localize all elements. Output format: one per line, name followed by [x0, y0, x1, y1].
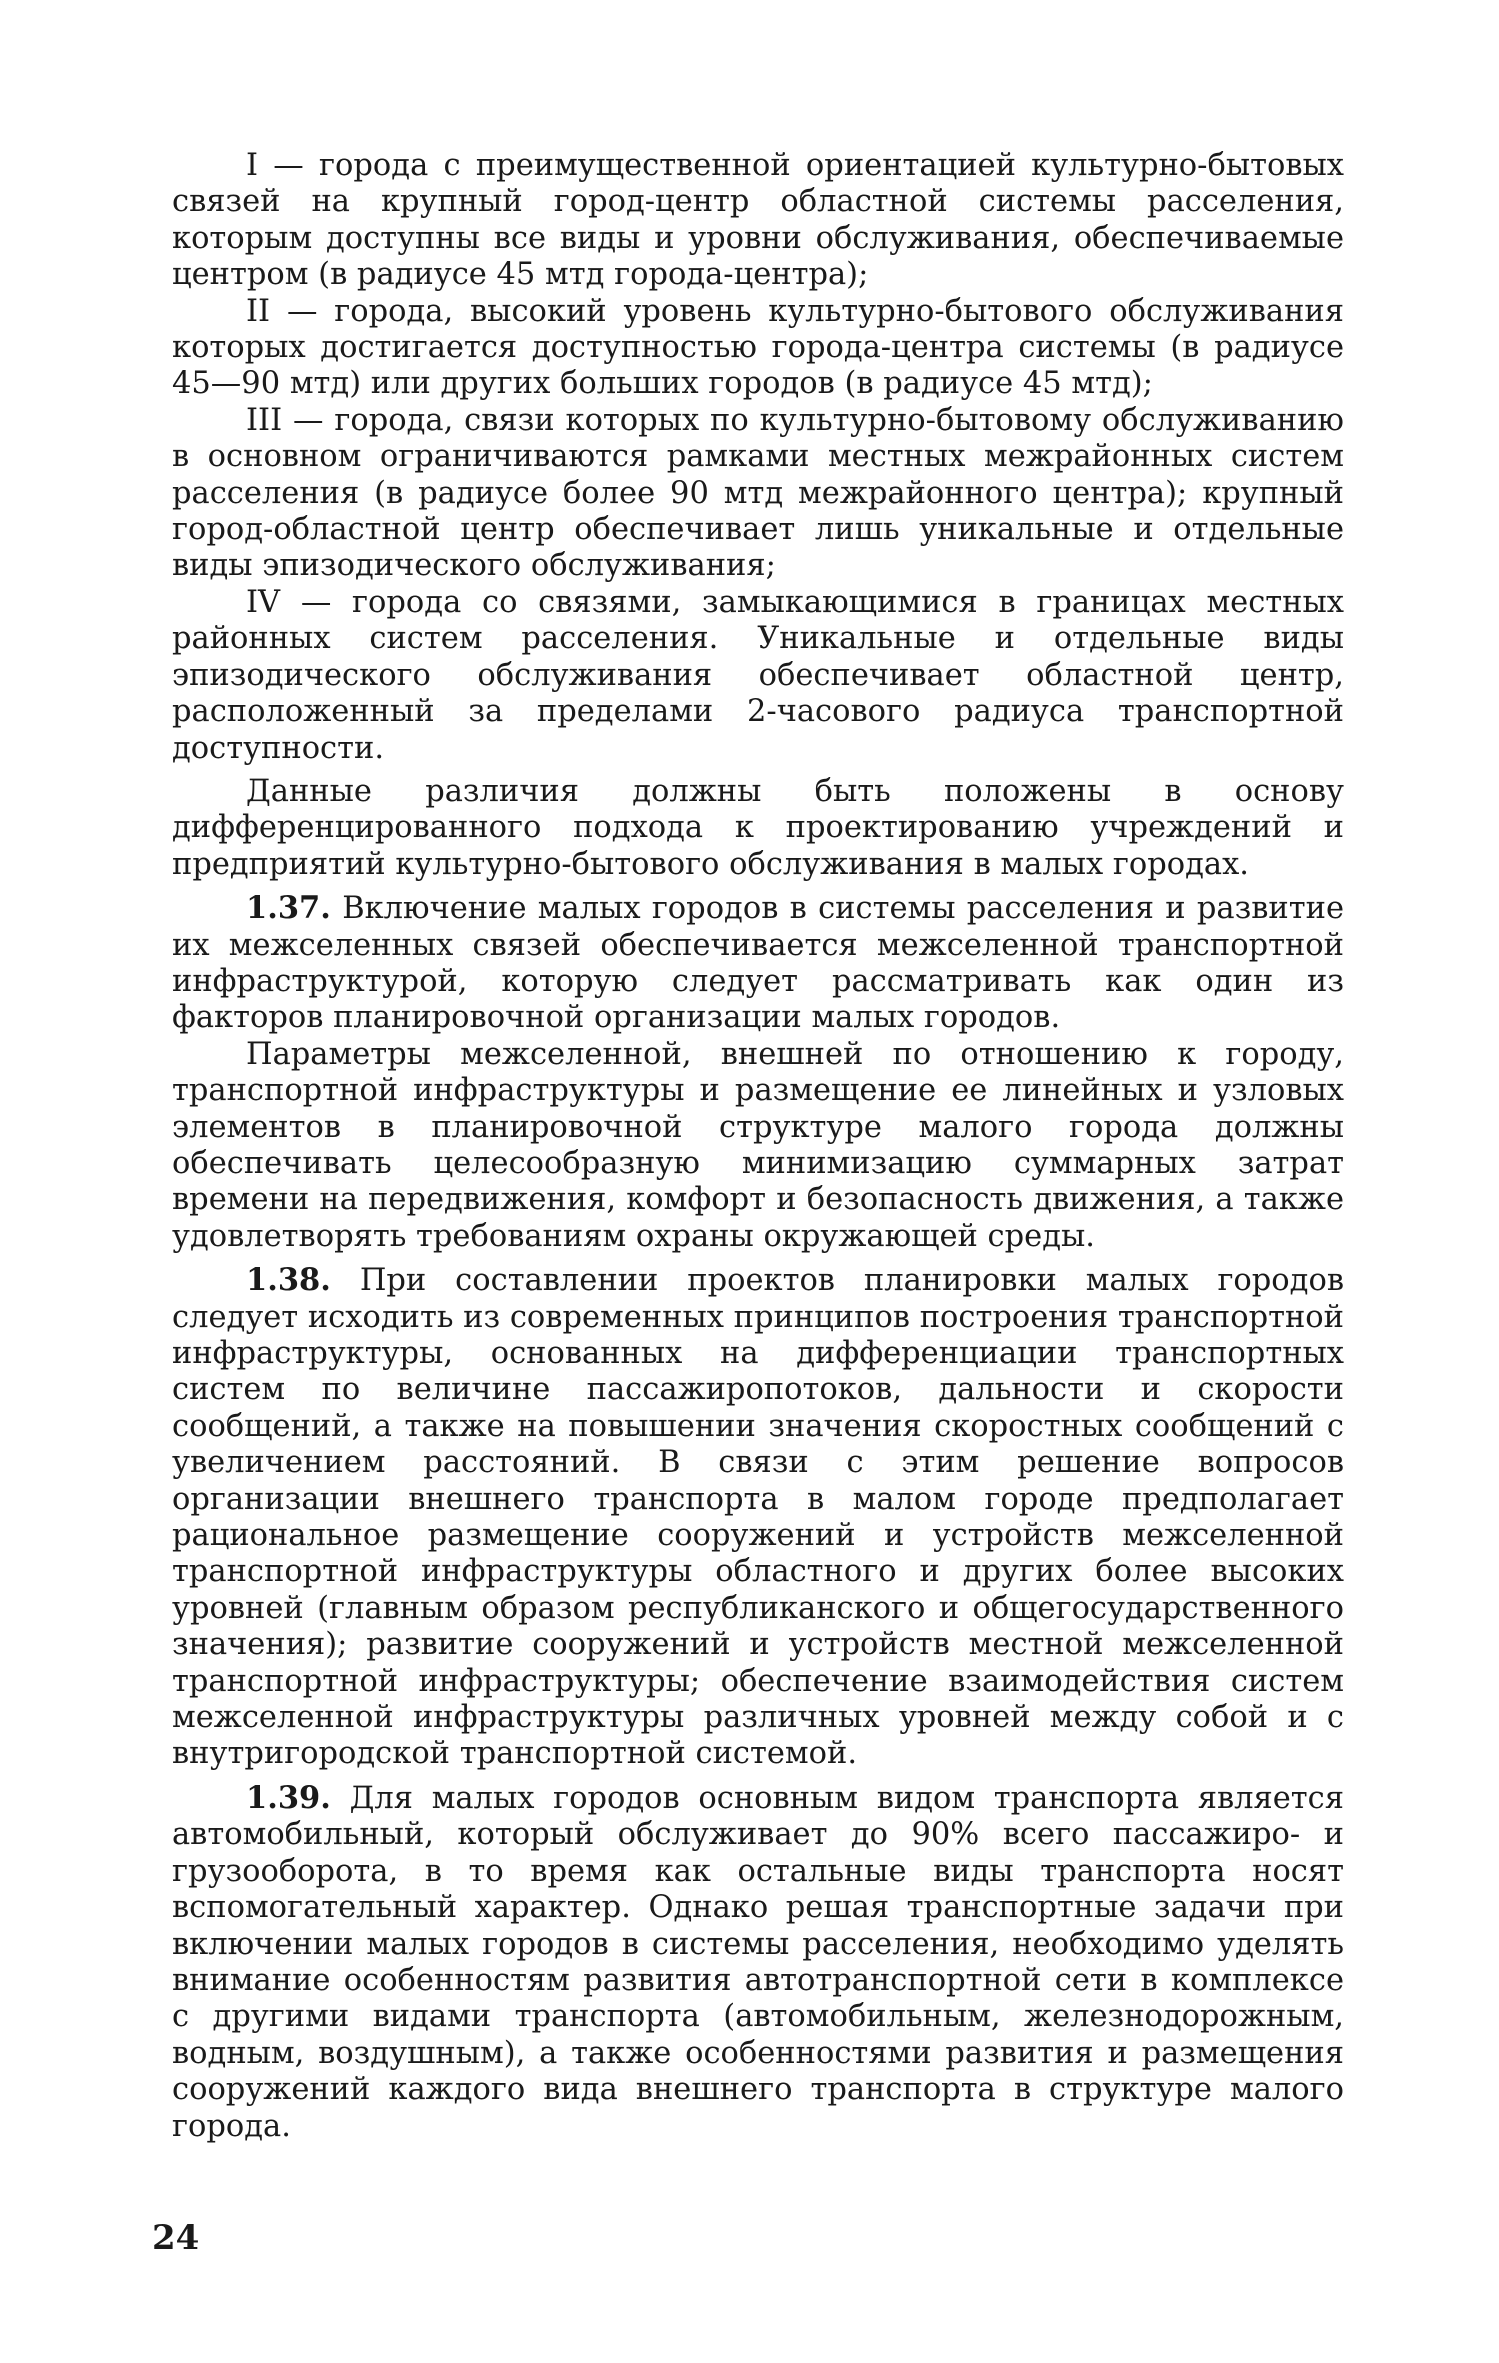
section-text-1-37: Включение малых городов в системы расселения и развитие их межселенных связей обеспечивается межселенной транспортной инфраструктурой, которую следует рассматривать как один из факторов планировочной организации малых городов. — [172, 891, 1344, 1036]
paragraph-type-4: IV — города со связями, замыкающимися в границах местных районных систем расселения. Уникальные и отдельные виды эпизодического обслуживания обеспечивает областной центр, расположенный за пределами 2-часового радиуса транспортной доступности. — [172, 584, 1344, 766]
paragraph-1-39 — [172, 1780, 1344, 2145]
paragraph-type-3: III — города, связи которых по культурно-бытовому обслуживанию в основном ограничиваются рамками местных межрайонных систем расселения (в радиусе более 90 мтд межрайонного центра); крупный город-областной центр обеспечивает лишь уникальные и отдельные виды эпизодического обслуживания; — [172, 402, 1344, 584]
paragraph-conclusion: Данные различия должны быть положены в основу дифференцированного подхода к проектированию учреждений и предприятий культурно-бытового обслуживания в малых городах. — [172, 773, 1344, 882]
paragraph-type-1: I — города с преимущественной ориентацией культурно-бытовых связей на крупный город-центр областной системы расселения, которым доступны все виды и уровни обслуживания, обеспечиваемые центром (в радиусе 45 мтд города-центра); — [172, 148, 1344, 293]
body-text — [172, 148, 1344, 2152]
section-number-1-38: 1.38. — [246, 1262, 331, 1299]
paragraph-parameters: Параметры межселенной, внешней по отношению к городу, транспортной инфраструктуры и размещение ее линейных и узловых элементов в планировочной структуре малого города должны обеспечивать целесообразную минимизацию суммарных затрат времени на передвижения, комфорт и безопасность движения, а также удовлетворять требованиям охраны окружающей среды. — [172, 1036, 1344, 1254]
section-number-1-39: 1.39. — [246, 1779, 331, 1816]
section-text-1-38: При составлении проектов планировки малых городов следует исходить из современных принципов построения транспортной инфраструктуры, основанных на дифференциации транспортных систем по величине пассажиропотоков, дальности и скорости сообщений, а также на повышении значения скоростных сообщений с увеличением расстояний. В связи с этим решение вопросов организации внешнего транспорта в малом городе предполагает рациональное размещение сооружений и устройств межселенной транспортной инфраструктуры областного и других более высоких уровней (главным образом республиканского и общегосударственного значения); развитие сооружений и устройств местной межселенной транспортной инфраструктуры; обеспечение взаимодействия систем межселенной инфраструктуры различных уровней между собой и с внутригородской транспортной системой. — [172, 1263, 1344, 1772]
paragraph-1-37 — [172, 890, 1344, 1037]
page-number: 24 — [152, 2218, 200, 2258]
section-number-1-37: 1.37. — [246, 890, 331, 927]
paragraph-type-2: II — города, высокий уровень культурно-бытового обслуживания которых достигается доступностью города-центра системы (в радиусе 45—90 мтд) или других больших городов (в радиусе 45 мтд); — [172, 293, 1344, 402]
paragraph-1-38 — [172, 1262, 1344, 1773]
section-text-1-39: Для малых городов основным видом транспорта является автомобильный, который обслуживает до 90% всего пассажиро- и грузооборота, в то время как остальные виды транспорта носят вспомогательный характер. Однако решая транспортные задачи при включении малых городов в системы расселения, необходимо уделять внимание особенностям развития автотранспортной сети в комплексе с другими видами транспорта (автомобильным, железнодорожным, водным, воздушным), а также особенностями развития и размещения сооружений каждого вида внешнего транспорта в структуре малого города. — [172, 1780, 1345, 2144]
